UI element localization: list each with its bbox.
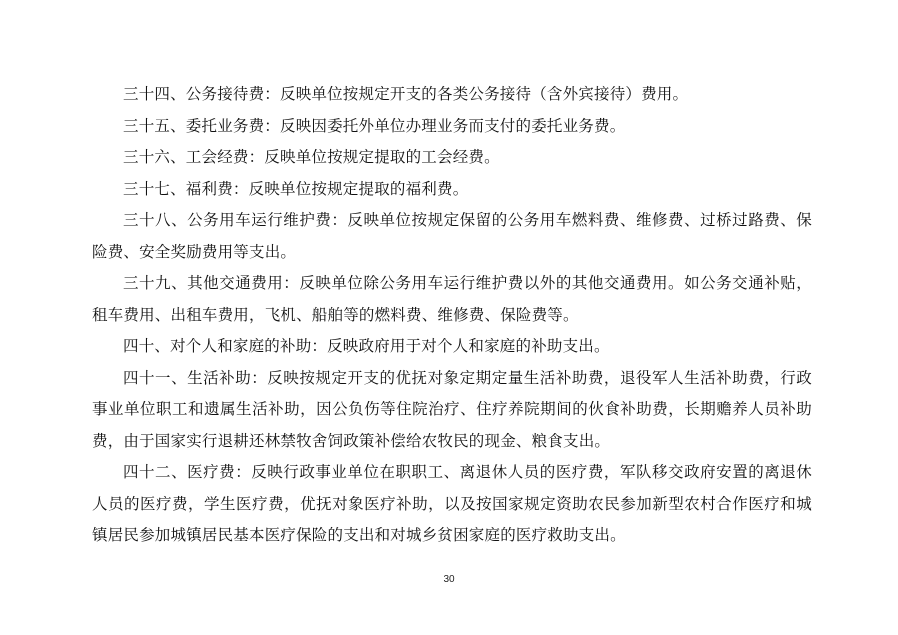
document-body: [92, 79, 812, 552]
paragraph-38-vehicle-maintenance: 三十八、公务用车运行维护费：反映单位按规定保留的公务用车燃料费、维修费、过桥过路费、保险费、安全奖励费用等支出。: [92, 211, 812, 261]
paragraph-40-household-subsidy: 四十、对个人和家庭的补助：反映政府用于对个人和家庭的补助支出。: [123, 337, 610, 355]
paragraph-42-medical-fee: 四十二、医疗费：反映行政事业单位在职职工、离退休人员的医疗费，军队移交政府安置的离退休人员的医疗费，学生医疗费，优抚对象医疗补助，以及按国家规定资助农民参加新型农村合作医疗和城镇居民参加城镇居民基本医疗保险的支出和对城乡贫困家庭的医疗救助支出。: [92, 463, 812, 544]
paragraph-35-commission-fee: 三十五、委托业务费：反映因委托外单位办理业务而支付的委托业务费。: [123, 116, 626, 135]
paragraph-34-reception-fee: 三十四、公务接待费：反映单位按规定开支的各类公务接待（含外宾接待）费用。: [123, 85, 689, 103]
paragraph-41-living-subsidy: 四十一、生活补助：反映按规定开支的优抚对象定期定量生活补助费，退役军人生活补助费，行政事业单位职工和遗属生活补助，因公负伤等住院治疗、住疗养院期间的伙食补助费，长期赡养人员补助费，由于国家实行退耕还林禁牧舍饲政策补偿给农牧民的现金、粮食支出。: [92, 368, 812, 450]
paragraph-37-welfare-fee: 三十七、福利费：反映单位按规定提取的福利费。: [123, 179, 469, 198]
page-number: 30: [443, 574, 455, 585]
paragraph-39-other-transport: 三十九、其他交通费用：反映单位除公务用车运行维护费以外的其他交通费用。如公务交通补贴，租车费用、出租车费用，飞机、船舶等的燃料费、维修费、保险费等。: [92, 274, 812, 324]
paragraph-36-union-fund: 三十六、工会经费：反映单位按规定提取的工会经费。: [123, 148, 500, 166]
